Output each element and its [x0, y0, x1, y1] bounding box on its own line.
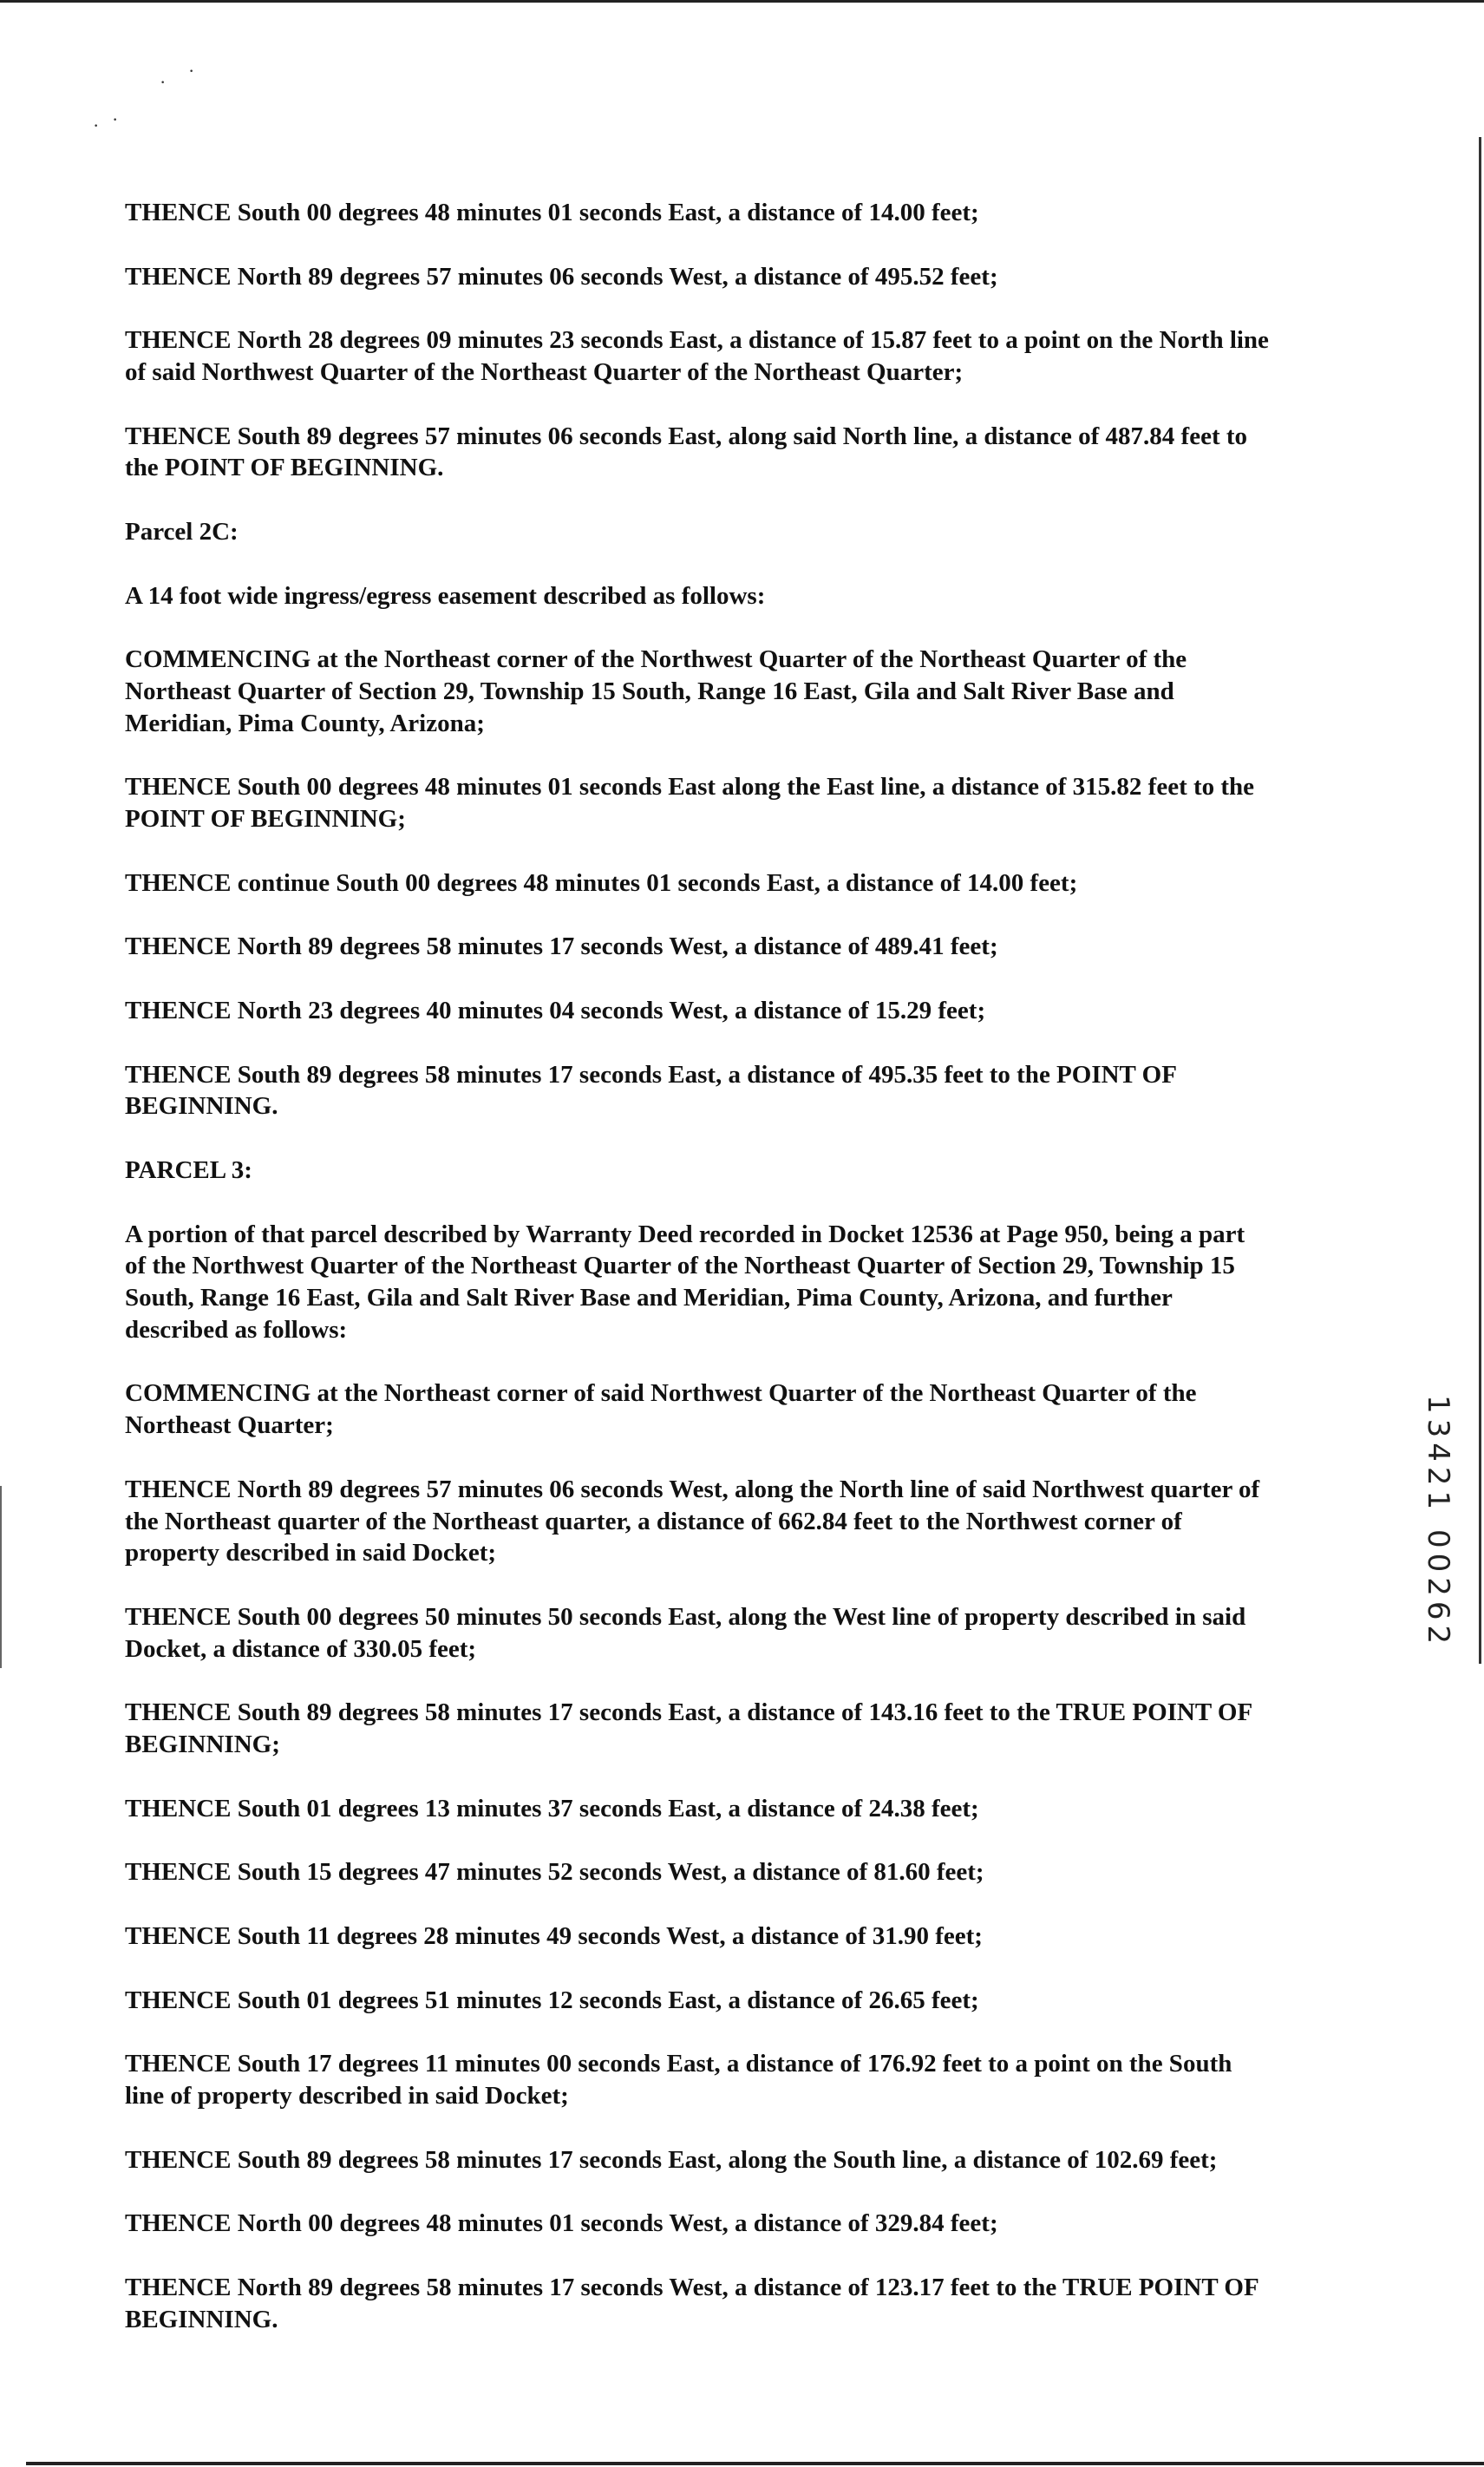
paragraph: COMMENCING at the Northeast corner of said Northwest Quarter of the Northeast Quarter of the Northeast Quarter;	[125, 1379, 1197, 1440]
scan-edge-left	[0, 1486, 2, 1668]
paragraph: THENCE North 89 degrees 57 minutes 06 seconds West, along the North line of said Northwest quarter of the Northeast quarter of the Northeast quarter, a distance of 662.84 feet to the Northwest corner of property described in said Docket;	[125, 1475, 1260, 1567]
docket-page-stamp	[1421, 1395, 1457, 1650]
paragraph: THENCE South 89 degrees 58 minutes 17 seconds East, a distance of 143.16 feet to the TRUE POINT OF BEGINNING;	[125, 1698, 1253, 1759]
paragraph: THENCE North 23 degrees 40 minutes 04 seconds West, a distance of 15.29 feet;	[125, 996, 986, 1024]
scan-edge-right	[1479, 137, 1481, 1664]
paragraph: THENCE North 89 degrees 58 minutes 17 seconds West, a distance of 123.17 feet to the TRUE POINT OF BEGINNING.	[125, 2273, 1259, 2333]
paragraph: THENCE North 89 degrees 58 minutes 17 seconds West, a distance of 489.41 feet;	[125, 932, 998, 961]
paragraph: COMMENCING at the Northeast corner of the Northwest Quarter of the Northeast Quarter of the Northeast Quarter of Section 29, Township 15 South, Range 16 East, Gila and Salt River Base and Meridian, Pima County, Arizona;	[125, 645, 1187, 737]
paragraph: THENCE North 00 degrees 48 minutes 01 seconds West, a distance of 329.84 feet;	[125, 2209, 998, 2238]
paragraph: THENCE South 00 degrees 48 minutes 01 seconds East along the East line, a distance of 315.82 feet to the POINT OF BEGINNING;	[125, 773, 1255, 834]
section-heading: PARCEL 3:	[125, 1155, 252, 1184]
scan-speck: ·	[160, 75, 166, 90]
paragraph: THENCE North 28 degrees 09 minutes 23 seconds East, a distance of 15.87 feet to a point on the North line of said Northwest Quarter of the Northeast Quarter of the Northeast Quarter;	[125, 326, 1269, 386]
paragraph: THENCE South 15 degrees 47 minutes 52 seconds West, a distance of 81.60 feet;	[125, 1858, 984, 1887]
paragraph: THENCE South 89 degrees 58 minutes 17 seconds East, along the South line, a distance of 102.69 feet;	[125, 2145, 1218, 2174]
section-heading: Parcel 2C:	[125, 517, 239, 546]
docket-page-stamp-text: 13421 00262	[1421, 1395, 1455, 1650]
paragraph: THENCE South 89 degrees 58 minutes 17 seconds East, a distance of 495.35 feet to the POINT OF BEGINNING.	[125, 1060, 1177, 1121]
paragraph: THENCE South 17 degrees 11 minutes 00 seconds East, a distance of 176.92 feet to a point on the South line of property described in said Docket;	[125, 2050, 1232, 2110]
paragraph: THENCE South 01 degrees 13 minutes 37 seconds East, a distance of 24.38 feet;	[125, 1794, 979, 1822]
scan-edge-bottom	[26, 2462, 1484, 2465]
paragraph: THENCE South 01 degrees 51 minutes 12 seconds East, a distance of 26.65 feet;	[125, 1986, 979, 2014]
scan-speck: ·	[113, 113, 118, 128]
paragraph: THENCE continue South 00 degrees 48 minutes 01 seconds East, a distance of 14.00 feet;	[125, 868, 1078, 897]
paragraph: THENCE South 11 degrees 28 minutes 49 seconds West, a distance of 31.90 feet;	[125, 1922, 983, 1951]
legal-description-body	[125, 197, 1352, 2367]
scan-speck: ·	[94, 119, 99, 134]
paragraph: THENCE South 89 degrees 57 minutes 06 seconds East, along said North line, a distance of 487.84 feet to the POINT OF BEGINNING.	[125, 422, 1248, 482]
paragraph: A portion of that parcel described by Warranty Deed recorded in Docket 12536 at Page 950, being a part of the Northwest Quarter of the Northeast Quarter of the Northeast Quarter of Section 29, Township 15 South, Range 16 East, Gila and Salt River Base and Meridian, Pima County, Arizona, and further described as follows:	[125, 1220, 1245, 1344]
scan-speck: ·	[189, 64, 194, 79]
paragraph: THENCE North 89 degrees 57 minutes 06 seconds West, a distance of 495.52 feet;	[125, 262, 998, 291]
paragraph: THENCE South 00 degrees 50 minutes 50 seconds East, along the West line of property described in said Docket, a distance of 330.05 feet;	[125, 1603, 1246, 1663]
paragraph: THENCE South 00 degrees 48 minutes 01 seconds East, a distance of 14.00 feet;	[125, 199, 979, 226]
paragraph: A 14 foot wide ingress/egress easement described as follows:	[125, 581, 766, 610]
